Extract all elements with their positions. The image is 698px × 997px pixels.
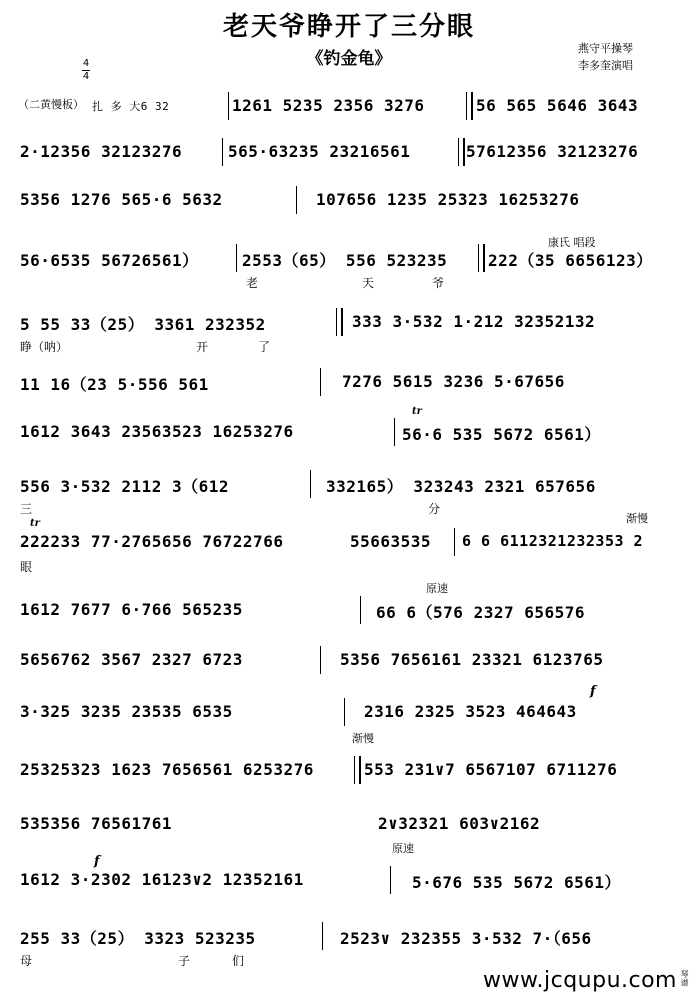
notes-segment: 11 16（23 5·556 561	[20, 375, 209, 394]
lyric: 们	[232, 954, 245, 968]
notes-segment: 3·325 3235 23535 6535	[20, 702, 233, 721]
score-row	[0, 650, 698, 710]
score-row	[0, 406, 698, 482]
trill-mark: tr	[412, 406, 422, 417]
lyric: 母	[20, 954, 33, 968]
notes-segment: 2523∨ 232355 3·532 7·（656	[340, 929, 592, 948]
notes-segment: 1612 3·2302 16123∨2 12352161	[20, 870, 304, 889]
trill-mark: tr	[30, 518, 40, 529]
score-row	[0, 312, 698, 372]
notes-segment: 66 6（576 2327 656576	[376, 603, 586, 622]
lyric: 子	[178, 954, 191, 968]
notes-segment: 222233 77·2765656 76722766	[20, 532, 284, 551]
notes-segment: 2∨32321 603∨2162	[378, 814, 541, 833]
notes-segment: 55663535	[350, 532, 432, 551]
notes-segment: 6 6 6112321232353 2	[462, 532, 644, 550]
notes-segment: 1261 5235 2356 3276	[232, 96, 425, 115]
notes-segment: 扎 多 大6 32	[92, 100, 170, 113]
lyric: 分	[428, 502, 441, 516]
tempo-mode: （二黄慢板）	[18, 98, 84, 111]
score-row	[0, 512, 698, 592]
lyric: 睁（呐）	[20, 340, 69, 354]
notes-segment: 1612 7677 6·766 565235	[20, 600, 243, 619]
lyric: 三	[20, 502, 33, 516]
credit-singer: 李多奎演唱	[578, 59, 633, 72]
time-signature-bottom: 4	[82, 71, 90, 82]
notes-segment: 2316 2325 3523 464643	[364, 702, 577, 721]
time-signature	[82, 58, 90, 83]
notes-segment: 5656762 3567 2327 6723	[20, 650, 243, 669]
tempo-annotation: 原速	[392, 842, 414, 855]
notes-segment: 56·6 535 5672 6561）	[402, 425, 601, 444]
notes-segment: 5·676 535 5672 6561）	[412, 873, 622, 892]
watermark-url: www.jcqupu.com	[483, 968, 677, 993]
song-title: 老天爷睁开了三分眼	[222, 12, 475, 42]
notes-segment: 5356 7656161 23321 6123765	[340, 650, 604, 669]
lyric: 了	[258, 340, 271, 354]
notes-segment: 1612 3643 23563523 16253276	[20, 422, 294, 441]
notes-segment: 56 565 5646 3643	[476, 96, 639, 115]
site-watermark	[483, 968, 690, 993]
notes-segment: 333 3·532 1·212 32352132	[352, 312, 596, 331]
lyric: 开	[196, 340, 209, 354]
tempo-annotation: 渐慢	[626, 512, 648, 525]
score-row	[0, 760, 698, 820]
notes-segment: 5356 1276 565·6 5632	[20, 190, 223, 209]
section-annotation: 康氏 唱段	[548, 236, 596, 249]
notes-segment: 255 33（25） 3323 523235	[20, 929, 256, 948]
score-row	[0, 474, 698, 534]
notes-segment: 2553（65） 556 523235	[242, 251, 448, 270]
notes-segment: 25325323 1623 7656561 6253276	[20, 760, 314, 779]
notes-segment: 57612356 32123276	[466, 142, 639, 161]
dynamic-mark: f	[94, 854, 100, 869]
credit-accompanist: 燕守平操琴	[578, 42, 633, 55]
score-row	[0, 814, 698, 874]
notes-segment: 553 231∨7 6567107 6711276	[364, 760, 618, 779]
notes-segment: 56·6535 56726561）	[20, 251, 199, 270]
notes-segment: 107656 1235 25323 16253276	[316, 190, 580, 209]
notes-segment: 556 3·532 2112 3（612	[20, 477, 230, 496]
score-row	[0, 854, 698, 930]
tempo-annotation: 渐慢	[352, 732, 374, 745]
watermark-side: 琴谱	[680, 970, 689, 987]
lyric: 眼	[20, 560, 33, 574]
lyric: 天	[362, 276, 375, 290]
dynamic-mark: f	[590, 684, 596, 699]
lyric: 爷	[432, 276, 445, 290]
notes-segment: 7276 5615 3236 5·67656	[342, 372, 565, 391]
lyric: 老	[246, 276, 259, 290]
score-row	[0, 684, 698, 762]
tempo-annotation: 原速	[426, 582, 448, 595]
notes-segment: 332165） 323243 2321 657656	[326, 477, 596, 496]
opera-title: 《钓金龟》	[306, 49, 392, 69]
time-signature-top: 4	[82, 58, 90, 69]
notes-segment: 565·63235 23216561	[228, 142, 411, 161]
notes-segment: 222（35 6656123）	[488, 251, 653, 270]
notes-segment: 5 55 33（25） 3361 232352	[20, 315, 266, 334]
notes-segment: 2·12356 32123276	[20, 142, 183, 161]
score-row	[0, 236, 698, 308]
notes-segment: 535356 76561761	[20, 814, 172, 833]
